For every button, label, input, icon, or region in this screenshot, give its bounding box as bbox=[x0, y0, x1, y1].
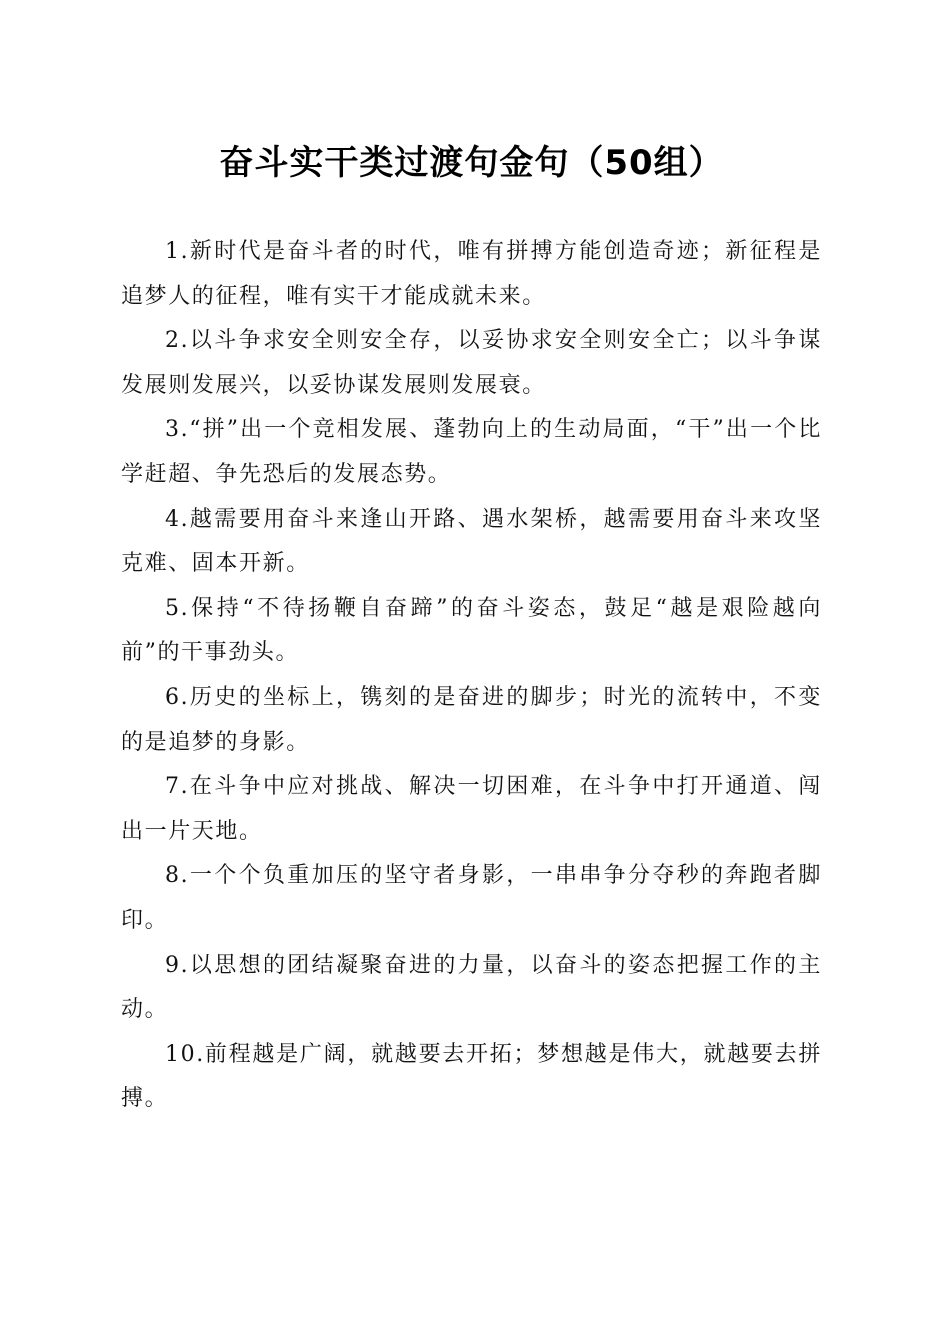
paragraph-1: 1.新时代是奋斗者的时代，唯有拼搏方能创造奇迹；新征程是追梦人的征程，唯有实干才能成就未来。 bbox=[121, 239, 822, 309]
paragraph-7: 7.在斗争中应对挑战、解决一切困难，在斗争中打开通道、闯出一片天地。 bbox=[121, 774, 822, 844]
paragraph-9: 9.以思想的团结凝聚奋进的力量，以奋斗的姿态把握工作的主动。 bbox=[121, 952, 822, 1023]
paragraph-8: 8.一个个负重加压的坚守者身影，一串串争分夺秒的奔跑者脚印。 bbox=[121, 863, 822, 933]
paragraph-5: 5.保持“不待扬鞭自奋蹄”的奋斗姿态，鼓足“越是艰险越向前”的干事劲头。 bbox=[121, 595, 822, 666]
document-body bbox=[121, 230, 822, 1122]
paragraph-4: 4.越需要用奋斗来逢山开路、遇水架桥，越需要用奋斗来攻坚克难、固本开新。 bbox=[121, 506, 822, 577]
paragraph-6: 6.历史的坐标上，镌刻的是奋进的脚步；时光的流转中，不变的是追梦的身影。 bbox=[121, 684, 822, 755]
paragraph-3: 3.“拼”出一个竞相发展、蓬勃向上的生动局面，“干”出一个比学赶超、争先恐后的发展态势。 bbox=[121, 417, 822, 487]
paragraph-2: 2.以斗争求安全则安全存，以妥协求安全则安全亡；以斗争谋发展则发展兴，以妥协谋发展则发展衰。 bbox=[121, 328, 822, 398]
paragraph-10: 10.前程越是广阔，就越要去开拓；梦想越是伟大，就越要去拼搏。 bbox=[121, 1041, 822, 1112]
document-title: 奋斗实干类过渡句金句（50组） bbox=[219, 143, 724, 183]
